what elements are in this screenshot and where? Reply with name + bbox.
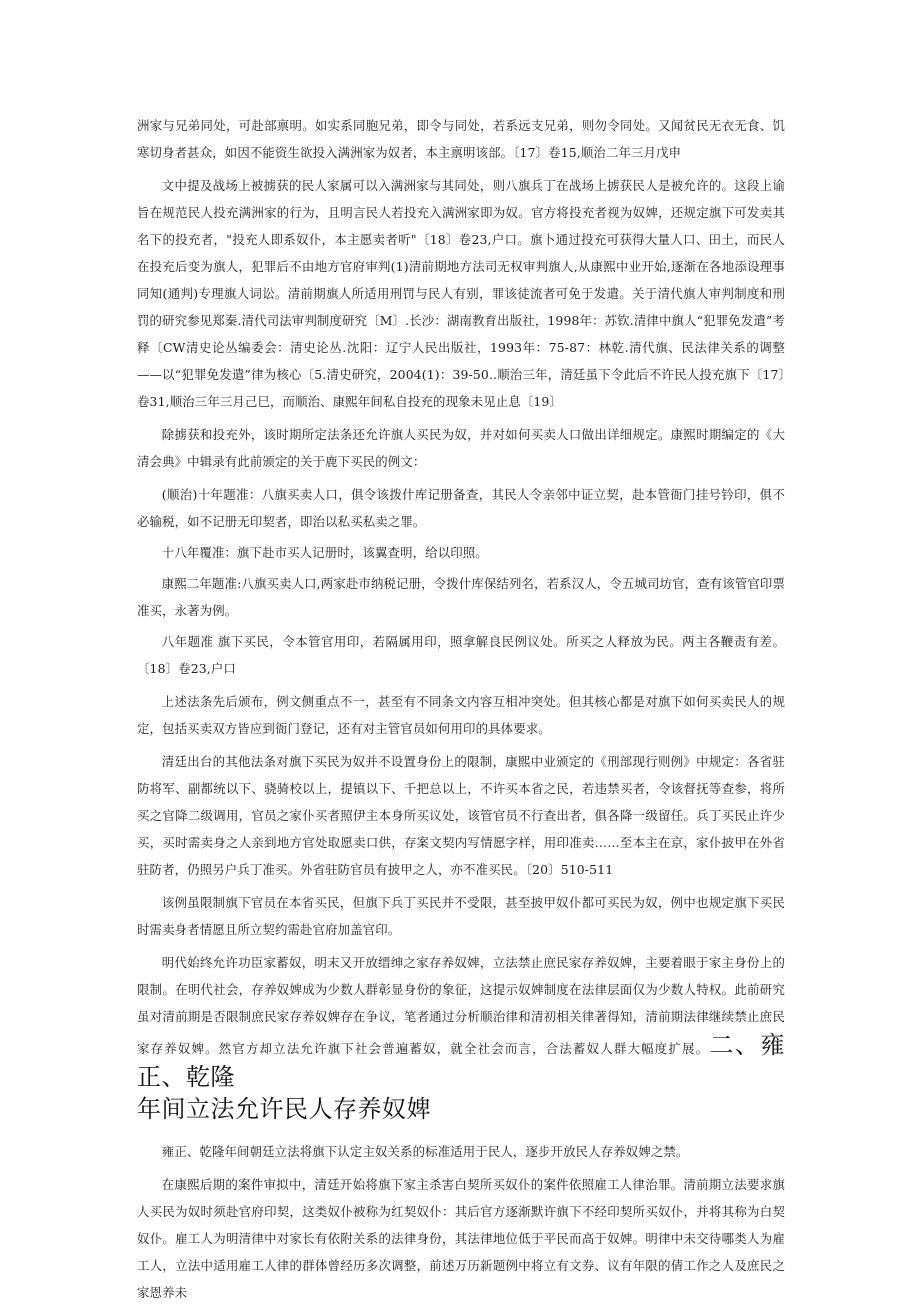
section-heading-part2: 年间立法允许民人存养奴婢 bbox=[137, 1095, 431, 1123]
paragraph-3: 除掳获和投充外，该时期所定法条还允许旗人买民为奴，并对如何买卖人口做出详细规定。康熙时期编定的《大清会典》中辑录有此前颁定的关于鹿下买民的例文： bbox=[137, 427, 785, 469]
paragraph-7-text: 明代始终允许功臣家蓄奴，明末又开放缙绅之家存养奴婢，立法禁止庶民家存养奴婢，主要着眼于家主身份上的限制。在明代社会，存养奴婢成为少数人群彰显身份的象征，这提示奴婢制度在法律层面仅为少数人特权。此前研究虽对清前期是否限制庶民家存养奴婢存在争议，笔者通过分析顺治律和清初相关律著得知，清前期法律继续禁止庶民家存养奴婢。然官方却立法允许旗下社会普遍蓄奴，就全社会而言，合法蓄奴人群大幅度扩展。 bbox=[137, 955, 785, 1056]
paragraph-4: 上述法条先后颁布，例文侧重点不一，甚至有不同条文内容互相冲突处。但其核心都是对旗下如何买卖民人的规定，包括买卖双方皆应到衙门登记，还有对主管官员如何用印的具体要求。 bbox=[137, 694, 785, 736]
paragraph-2: 文中提及战场上被掳获的民人家属可以入满洲家与其同处，则八旗兵丁在战场上掳获民人是被允许的。这段上谕旨在规范民人投充满洲家的行为，且明言民人若投充入满洲家即为奴。官方将投充者视为奴婢，还规定旗下可发卖其名下的投充者，"投充人即系奴仆，本主愿卖者听"〔18〕卷23,户口。旗卜通过投充可获得大量人口、田土，而民人在投充后变为旗人，犯罪后不由地方官府审判(1)清前期地方法司无权审判旗人,从康熙中业开始,逐渐在各地添设理事同知(通判)专理旗人词讼。清前期旗人所适用刑罚与民人有别，罪该徒流者可免于发遣。关于清代旗人审判制度和刑罚的研究参见郑秦.清代司法审判制度研究〔M〕.长沙：湖南教育出版社，1998年：苏钦.清律中旗人“犯罪免发遣”考释〔CW清史论丛编委会：清史论丛.沈阳：辽宁人民出版社，1993年：75-87：林乾.清代旗、民法律关系的调整——以“犯罪免发遣”律为核心〔5.清史研究，2004(1)：39-50..顺治三年，清廷虽下令此后不许民人投充旗下〔17〕卷31,顺治三年三月己巳，而顺治、康熙年间私自投充的现象未见止息〔19〕 bbox=[137, 178, 785, 409]
paragraph-6: 该例虽限制旗下官员在本省买民，但旗下兵丁买民并不受限，甚至披甲奴仆都可买民为奴，例中也规定旗下买民时需卖身者情愿且所立契约需赴官府加盖官印。 bbox=[137, 895, 785, 937]
section-heading-part1: 二、雍正、乾隆 bbox=[137, 1031, 785, 1091]
paragraph-9: 在康熙后期的案件审拟中，清廷开始将旗下家主杀害白契所买奴仆的案件依照雇工人律治罪。清前期立法要求旗人买民为奴时须赴官府印契，这类奴仆被称为红契奴仆：其后官方逐渐默许旗下不经印契所买奴仆，并将其称为白契奴仆。雇工人为明清律中对家长有依附关系的法律身份，其法律地位低于平民而高于奴婢。明律中未交待哪类人为雇工人，立法中适用雇工人律的群体曾经历多次调整，前述万历新题例中将立有文券、议有年限的倩工作之人及庶民之家恩养未 bbox=[137, 1177, 785, 1300]
paragraph-7 bbox=[137, 949, 785, 1094]
statute-quote-3: 康熙二年题准:八旗买卖人口,两家赴市纳税记册，令拨什库保结列名，若系汉人，令五城司坊官，查有该管官印票准买，永著为例。 bbox=[137, 576, 785, 618]
statute-quote-4: 八年题准 旗下买民，令本管官用印，若隔属用印，照拿解良民例议处。所买之人释放为民。两主各鞭责有差。〔18〕卷23,户口 bbox=[137, 634, 785, 676]
paragraph-8: 雍正、乾隆年间朝廷立法将旗下认定主奴关系的标准适用于民人，逐步开放民人存养奴婢之禁。 bbox=[161, 1144, 689, 1159]
paragraph-5: 清廷出台的其他法条对旗下买民为奴并不设置身份上的限制，康熙中业颁定的《刑部现行则例》中规定：各省驻防将军、副都统以下、骁骑校以上，提镇以下、千把总以上，不许买本省之民，若违禁买者，令该督抚等查参，将所买之官降二级调用，官员之家仆买者照伊主本身所买议处，该管官员不行查出者，俱各降一级留任。兵丁买民止许少买，买时需卖身之人亲到地方官处取愿卖口供，存案文契内写情愿字样，用印准卖……至本主在京，家仆披甲在外省驻防者，仍照另户兵丁准买。外省驻防官员有披甲之人，亦不准买民。〔20〕510-511 bbox=[137, 754, 785, 877]
paragraph-1: 洲家与兄弟同处，可赴部禀明。如实系同胞兄弟，即令与同处，若系远支兄弟，则勿令同处。又闻贫民无衣无食、饥寒切身者甚众，如因不能资生欲投入满洲家为奴者，本主禀明该部。〔17〕卷15,顺治二年三月戊申 bbox=[137, 118, 785, 160]
statute-quote-1: (顺治)十年题准：八旗买卖人口，俱令该拨什库记册备查，其民人令亲邻中证立契，赴本管衙门挂号钤印，俱不必输税，如不记册无印契者，即治以私买私卖之罪。 bbox=[137, 487, 785, 529]
statute-quote-2: 十八年覆准：旗下赴市买人记册时，该翼查明，给以印照。 bbox=[161, 545, 488, 560]
body-text bbox=[137, 112, 785, 1312]
